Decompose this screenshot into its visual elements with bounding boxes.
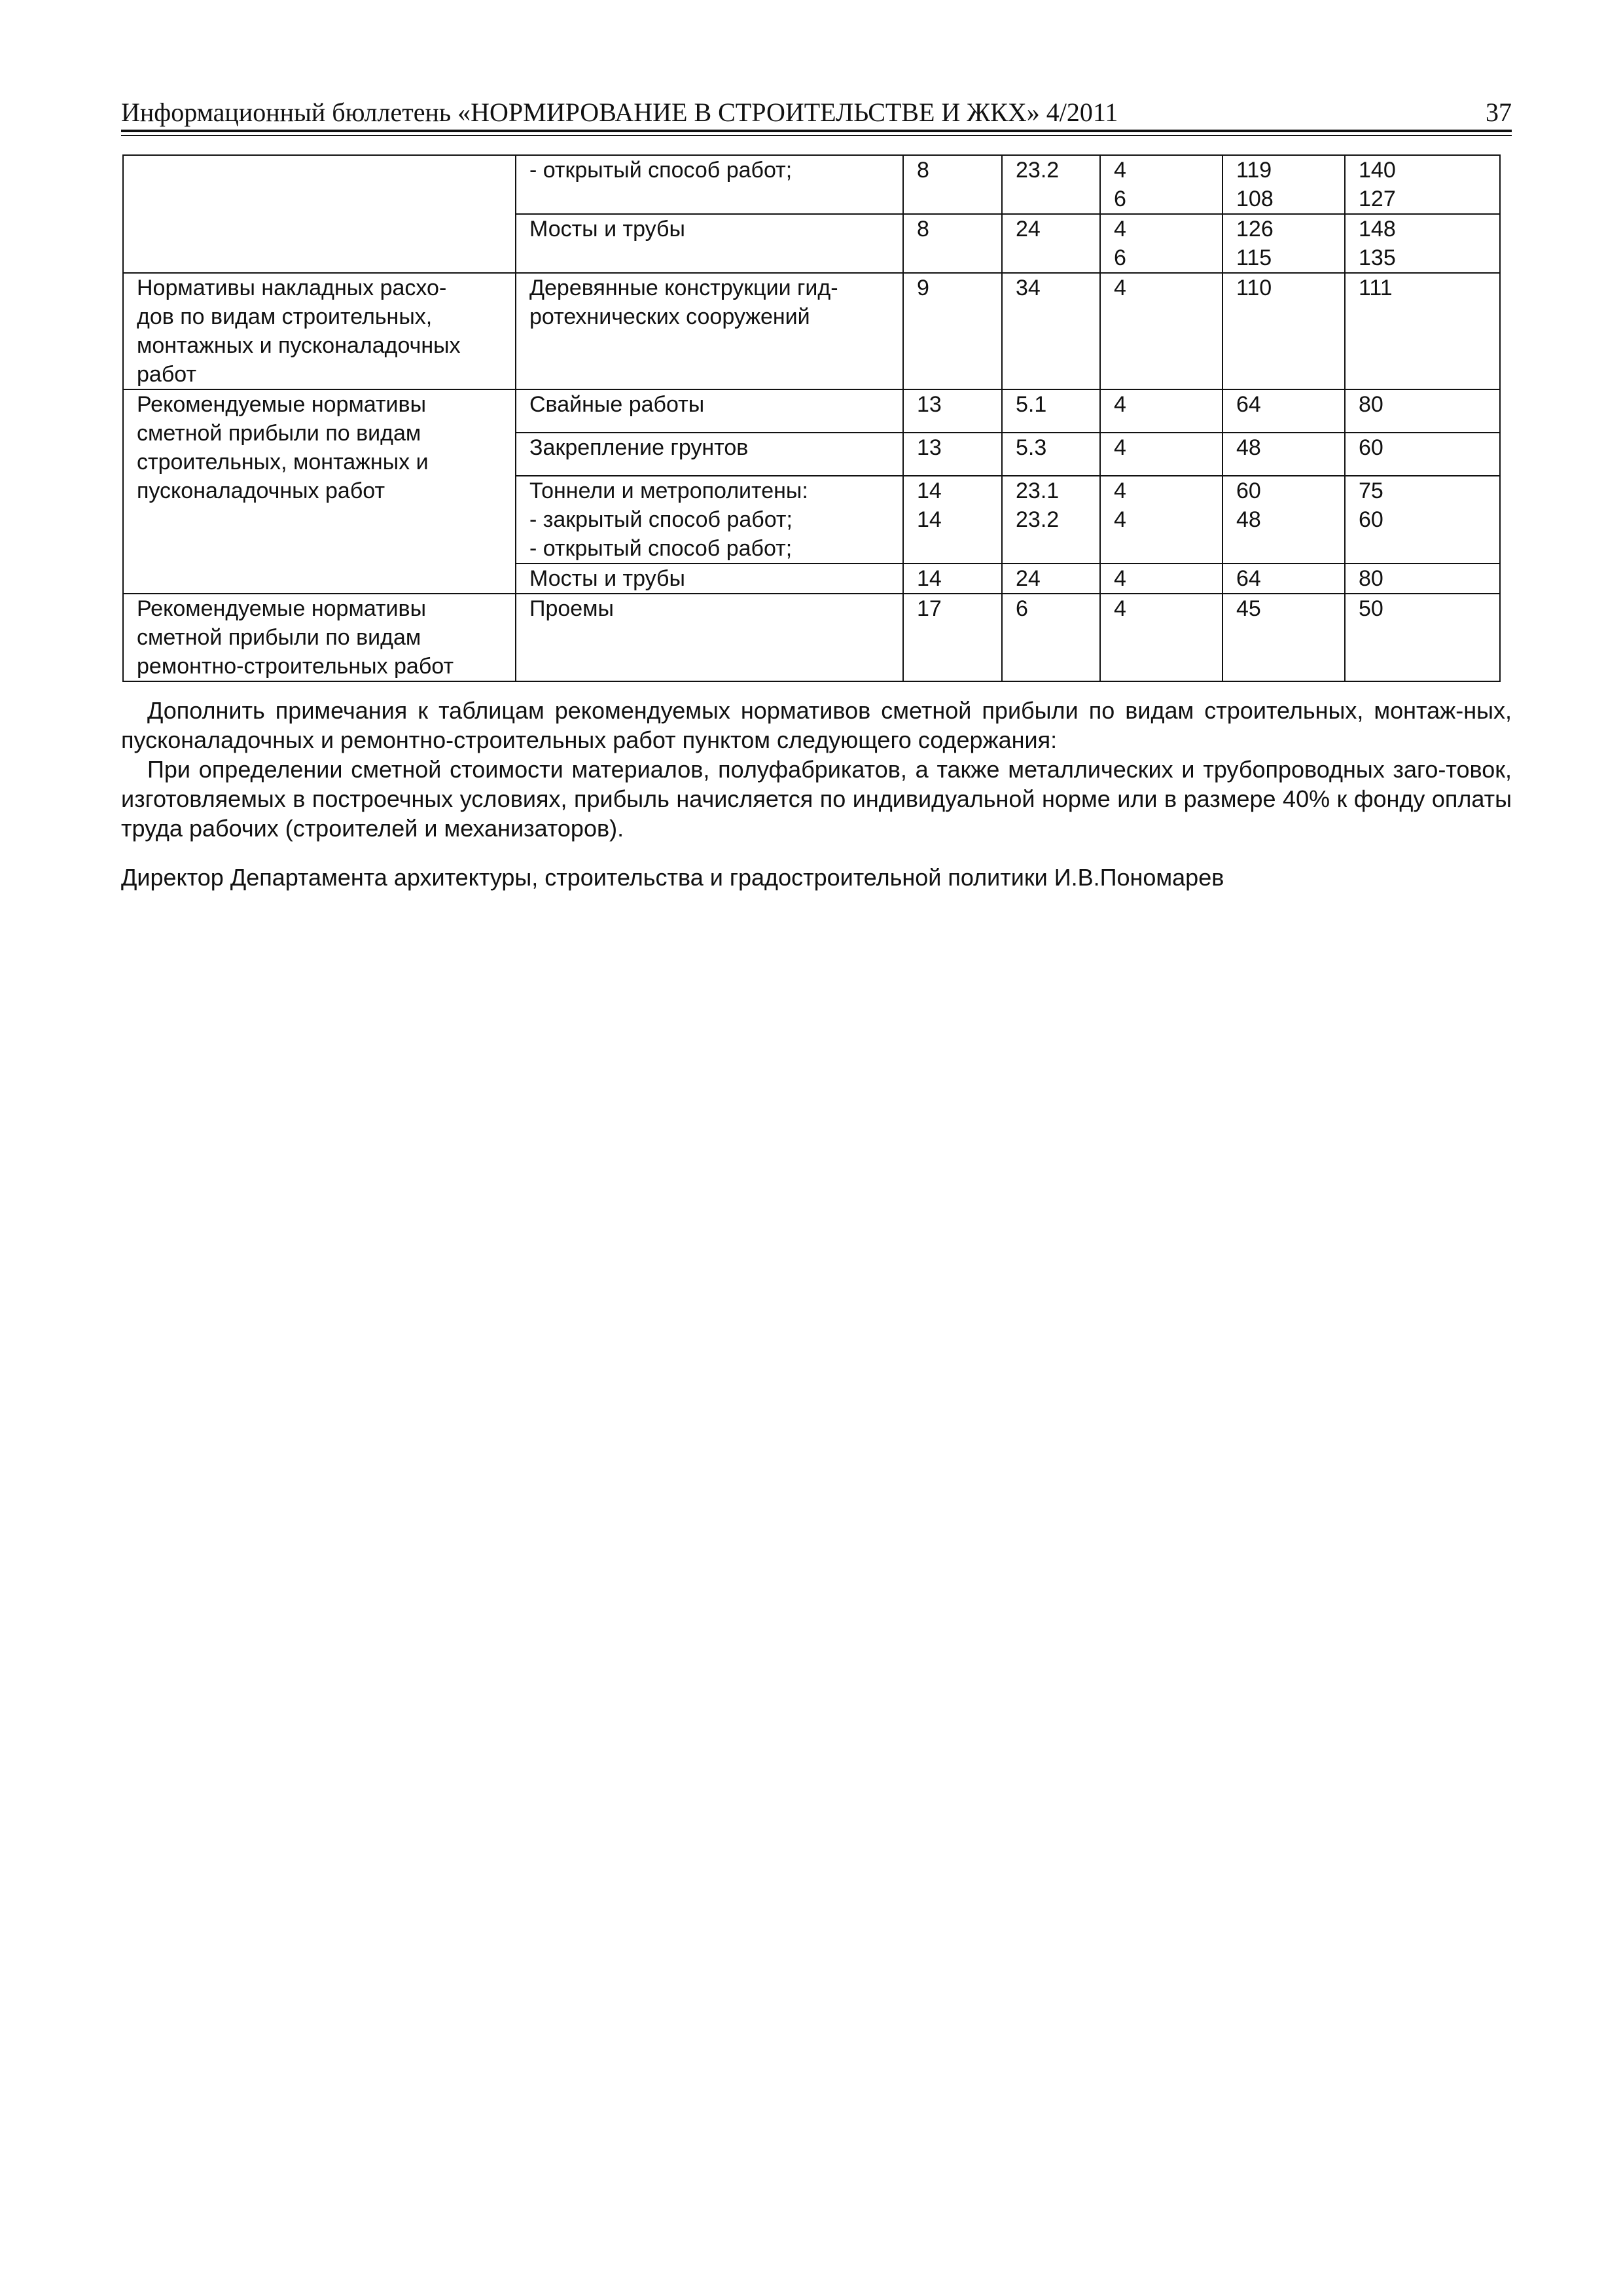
paragraph: При определении сметной стоимости материалов, полуфабрикатов, а также металлических и трубопроводных заго-товок, изготовляемых в построечных условиях, прибыль начисляется по индивидуальной норме или в размере 40% к фонду оплаты труда рабочих (строителей и механизаторов). (121, 756, 1512, 842)
value-cell: 64 (1222, 564, 1345, 594)
work-type-cell: Закрепление грунтов (516, 433, 903, 476)
table-row (123, 389, 1500, 433)
bulletin-title: Информационный бюллетень «НОРМИРОВАНИЕ В СТРОИТЕЛЬСТВЕ И ЖКХ» 4/2011 (121, 98, 1118, 127)
value-cell: 60 (1345, 433, 1500, 476)
page-number: 37 (1486, 98, 1512, 127)
value-cell: 4 4 (1100, 476, 1222, 564)
value-cell: 23.2 (1002, 155, 1100, 214)
header-rule-thick (121, 130, 1512, 132)
value-cell: 17 (903, 594, 1002, 681)
work-type-cell: Проемы (516, 594, 903, 681)
work-type-cell: Деревянные конструкции гид- ротехнических сооружений (516, 273, 903, 389)
value-cell: 8 (903, 214, 1002, 273)
value-cell: 45 (1222, 594, 1345, 681)
row-group-name: Нормативы накладных расхо- дов по видам строительных, монтажных и пусконаладочных работ (123, 273, 516, 389)
value-cell: 4 6 (1100, 155, 1222, 214)
value-cell: 64 (1222, 389, 1345, 433)
value-cell: 14 (903, 564, 1002, 594)
value-cell: 4 (1100, 594, 1222, 681)
page-header (121, 97, 1512, 128)
value-cell: 140 127 (1345, 155, 1500, 214)
work-type-cell: Мосты и трубы (516, 564, 903, 594)
value-cell: 8 (903, 155, 1002, 214)
value-cell: 80 (1345, 389, 1500, 433)
notes-text (121, 696, 1512, 843)
value-cell: 111 (1345, 273, 1500, 389)
value-cell: 4 6 (1100, 214, 1222, 273)
value-cell: 14 14 (903, 476, 1002, 564)
table-row (123, 155, 1500, 214)
value-cell: 5.3 (1002, 433, 1100, 476)
table-row (123, 594, 1500, 681)
value-cell: 34 (1002, 273, 1100, 389)
value-cell: 60 48 (1222, 476, 1345, 564)
value-cell: 4 (1100, 433, 1222, 476)
paragraph: Дополнить примечания к таблицам рекомендуемых нормативов сметной прибыли по видам строительных, монтаж-ных, пусконаладочных и ремонтно-строительных работ пунктом следующего содержания: (121, 697, 1512, 753)
signature-line: Директор Департамента архитектуры, строительства и градостроительной политики И.В.Пономарев (121, 864, 1224, 891)
value-cell: 23.1 23.2 (1002, 476, 1100, 564)
value-cell: 119 108 (1222, 155, 1345, 214)
norms-table (122, 154, 1501, 682)
value-cell: 75 60 (1345, 476, 1500, 564)
work-type-cell: Свайные работы (516, 389, 903, 433)
value-cell: 48 (1222, 433, 1345, 476)
value-cell: 6 (1002, 594, 1100, 681)
value-cell: 80 (1345, 564, 1500, 594)
value-cell: 4 (1100, 389, 1222, 433)
work-type-cell: Тоннели и метрополитены: - закрытый способ работ; - открытый способ работ; (516, 476, 903, 564)
work-type-cell: Мосты и трубы (516, 214, 903, 273)
value-cell: 13 (903, 433, 1002, 476)
value-cell: 50 (1345, 594, 1500, 681)
value-cell: 24 (1002, 564, 1100, 594)
value-cell: 110 (1222, 273, 1345, 389)
header-rule-thin (121, 135, 1512, 136)
value-cell: 126 115 (1222, 214, 1345, 273)
row-group-name (123, 155, 516, 273)
value-cell: 24 (1002, 214, 1100, 273)
work-type-cell: - открытый способ работ; (516, 155, 903, 214)
value-cell: 5.1 (1002, 389, 1100, 433)
value-cell: 4 (1100, 564, 1222, 594)
value-cell: 4 (1100, 273, 1222, 389)
value-cell: 9 (903, 273, 1002, 389)
row-group-name: Рекомендуемые нормативы сметной прибыли по видам ремонтно-строительных работ (123, 594, 516, 681)
value-cell: 148 135 (1345, 214, 1500, 273)
value-cell: 13 (903, 389, 1002, 433)
table-row (123, 273, 1500, 389)
row-group-name: Рекомендуемые нормативы сметной прибыли по видам строительных, монтажных и пусконаладочных работ (123, 389, 516, 594)
